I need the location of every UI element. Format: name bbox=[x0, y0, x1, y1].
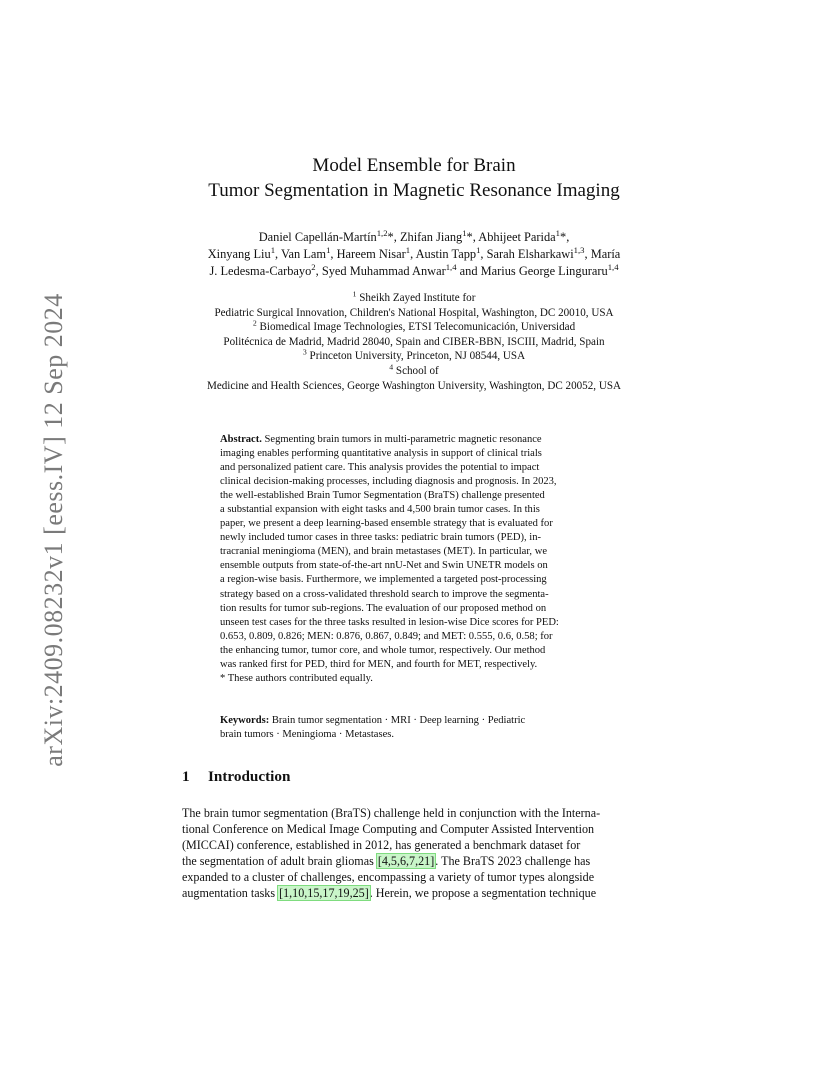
abstract-line: unseen test cases for the three tasks resulted in lesion-wise Dice scores for PED: bbox=[220, 616, 559, 628]
abstract-line: tion results for tumor sub-regions. The evaluation of our proposed method on bbox=[220, 602, 547, 614]
author-name: *, Zhifan Jiang bbox=[387, 230, 463, 244]
affiliation-number: 4 bbox=[389, 362, 394, 372]
author-name: , Hareem Nisar bbox=[330, 247, 406, 261]
affiliation-text: Biomedical Image Technologies, ETSI Telecomunicación, Universidad bbox=[256, 321, 576, 334]
author-line-3 bbox=[150, 263, 678, 280]
author-affiliation-mark: 1 bbox=[555, 228, 560, 239]
body-line: (MICCAI) conference, established in 2012, has generated a benchmark dataset for bbox=[182, 837, 581, 852]
keywords-heading: Keywords: bbox=[220, 715, 270, 726]
affiliation-line bbox=[150, 320, 678, 335]
abstract-line: 0.653, 0.809, 0.826; MEN: 0.876, 0.867, 0.849; and MET: 0.555, 0.6, 0.58; for bbox=[220, 630, 553, 642]
title-line: Tumor Segmentation in Magnetic Resonance Imaging bbox=[208, 180, 620, 201]
section-title: Introduction bbox=[208, 768, 291, 785]
abstract-line: a substantial expansion with eight tasks and 4,500 brain tumor cases. In this bbox=[220, 504, 540, 516]
affiliation-text: School of bbox=[393, 364, 439, 377]
author-affiliation-mark: 2 bbox=[311, 262, 316, 273]
author-name: J. Ledesma-Carbayo bbox=[209, 264, 312, 278]
keywords-text: Brain tumor segmentation · MRI · Deep learning · Pediatric bbox=[269, 715, 526, 726]
abstract-line: a region-wise basis. Furthermore, we implemented a targeted post-processing bbox=[220, 574, 547, 586]
author-affiliation-mark: 1,3 bbox=[573, 245, 585, 256]
author-name: and Marius George Linguraru bbox=[456, 264, 608, 278]
body-line: tional Conference on Medical Image Computing and Computer Assisted Intervention bbox=[182, 821, 595, 836]
abstract-heading: Abstract. bbox=[220, 434, 262, 445]
body-text-segment: augmentation tasks bbox=[182, 885, 279, 900]
section-number: 1 bbox=[182, 768, 190, 785]
affiliation-line bbox=[150, 364, 678, 379]
title-line: Model Ensemble for Brain bbox=[312, 155, 516, 176]
affiliations bbox=[150, 291, 678, 393]
affiliation-text: Princeton University, Princeton, NJ 08544, USA bbox=[306, 350, 526, 363]
keywords bbox=[220, 714, 616, 742]
author-separator: *, bbox=[560, 230, 570, 244]
abstract-text: Segmenting brain tumors in multi-parametric magnetic resonance bbox=[261, 434, 542, 445]
abstract-line: paper, we present a deep learning-based ensemble strategy that is evaluated for bbox=[220, 518, 553, 530]
keywords-line bbox=[220, 714, 616, 728]
abstract-line: ensemble outputs from state-of-the-art nnU-Net and Swin UNETR models on bbox=[220, 560, 548, 572]
abstract-line bbox=[220, 433, 616, 447]
author-list bbox=[150, 229, 678, 280]
affiliation-number: 2 bbox=[252, 318, 257, 328]
author-affiliation-mark: 1,4 bbox=[445, 262, 457, 273]
author-name: , Austin Tapp bbox=[410, 247, 477, 261]
affiliation-number: 3 bbox=[302, 348, 307, 358]
author-line-2 bbox=[150, 246, 678, 263]
affiliation-text: Sheikh Zayed Institute for bbox=[356, 292, 476, 304]
affiliation-line: Medicine and Health Sciences, George Washington University, Washington, DC 20052, USA bbox=[206, 379, 622, 392]
equal-contribution-note: * These authors contributed equally. bbox=[220, 672, 373, 684]
author-affiliation-mark: 1,2 bbox=[376, 228, 388, 239]
author-line-1 bbox=[150, 229, 678, 246]
affiliation-line bbox=[150, 291, 678, 306]
author-affiliation-mark: 1 bbox=[326, 245, 331, 256]
abstract-line: and personalized patient care. This analysis provides the potential to impact bbox=[220, 462, 540, 474]
body-line bbox=[182, 854, 648, 870]
author-name: , Syed Muhammad Anwar bbox=[315, 264, 446, 278]
abstract-line: tracranial meningioma (MEN), and brain metastases (MET). In particular, we bbox=[220, 546, 547, 558]
body-text-segment: . The BraTS 2023 challenge has bbox=[435, 853, 591, 868]
affiliation-line bbox=[150, 349, 678, 364]
body-line bbox=[182, 886, 648, 902]
author-name: *, Abhijeet Parida bbox=[466, 230, 556, 244]
body-text-segment: the segmentation of adult brain gliomas bbox=[182, 853, 377, 868]
abstract-line: newly included tumor cases in three tasks: pediatric brain tumors (PED), in- bbox=[220, 532, 542, 544]
author-name: , María bbox=[584, 247, 621, 261]
abstract-line: strategy based on a cross-validated threshold search to improve the segmenta- bbox=[220, 588, 549, 600]
section-heading bbox=[182, 768, 290, 786]
citation-link[interactable]: [4,5,6,7,21] bbox=[377, 853, 435, 868]
author-name: Daniel Capellán-Martín bbox=[258, 230, 377, 244]
abstract-line: imaging enables performing quantitative analysis in support of clinical trials bbox=[220, 448, 542, 460]
affiliation-line: Politécnica de Madrid, Madrid 28040, Spain and CIBER-BBN, ISCIII, Madrid, Spain bbox=[223, 335, 605, 348]
body-line: The brain tumor segmentation (BraTS) challenge held in conjunction with the Interna- bbox=[182, 806, 601, 820]
abstract-line: clinical decision-making processes, including diagnosis and prognosis. In 2023, bbox=[220, 476, 557, 488]
author-affiliation-mark: 1 bbox=[476, 245, 481, 256]
abstract-line: the enhancing tumor, tumor core, and whole tumor, respectively. Our method bbox=[220, 644, 546, 656]
affiliation-line: Pediatric Surgical Innovation, Children's National Hospital, Washington, DC 20010, USA bbox=[214, 306, 614, 319]
keywords-line: brain tumors · Meningioma · Metastases. bbox=[220, 729, 394, 741]
citation-link[interactable]: [1,10,15,17,19,25] bbox=[279, 885, 369, 900]
author-name: , Sarah Elsharkawi bbox=[480, 247, 574, 261]
abstract-line: the well-established Brain Tumor Segmentation (BraTS) challenge presented bbox=[220, 490, 545, 502]
author-affiliation-mark: 1 bbox=[405, 245, 411, 256]
paper-title bbox=[120, 153, 708, 203]
abstract bbox=[220, 433, 616, 686]
arxiv-identifier-stamp: arXiv:2409.08232v1 [eess.IV] 12 Sep 2024 bbox=[39, 293, 68, 767]
author-name: Xinyang Liu bbox=[207, 247, 271, 261]
author-affiliation-mark: 1 bbox=[462, 228, 467, 239]
author-affiliation-mark: 1,4 bbox=[607, 262, 619, 273]
affiliation-number: 1 bbox=[352, 289, 357, 299]
introduction-body bbox=[182, 806, 648, 901]
abstract-line: was ranked first for PED, third for MEN, and fourth for MET, respectively. bbox=[220, 658, 538, 670]
author-affiliation-mark: 1 bbox=[270, 245, 276, 256]
body-text-segment: . Herein, we propose a segmentation technique bbox=[369, 885, 597, 900]
author-name: , Van Lam bbox=[275, 247, 327, 261]
body-line: expanded to a cluster of challenges, encompassing a variety of tumor types alongside bbox=[182, 869, 595, 884]
